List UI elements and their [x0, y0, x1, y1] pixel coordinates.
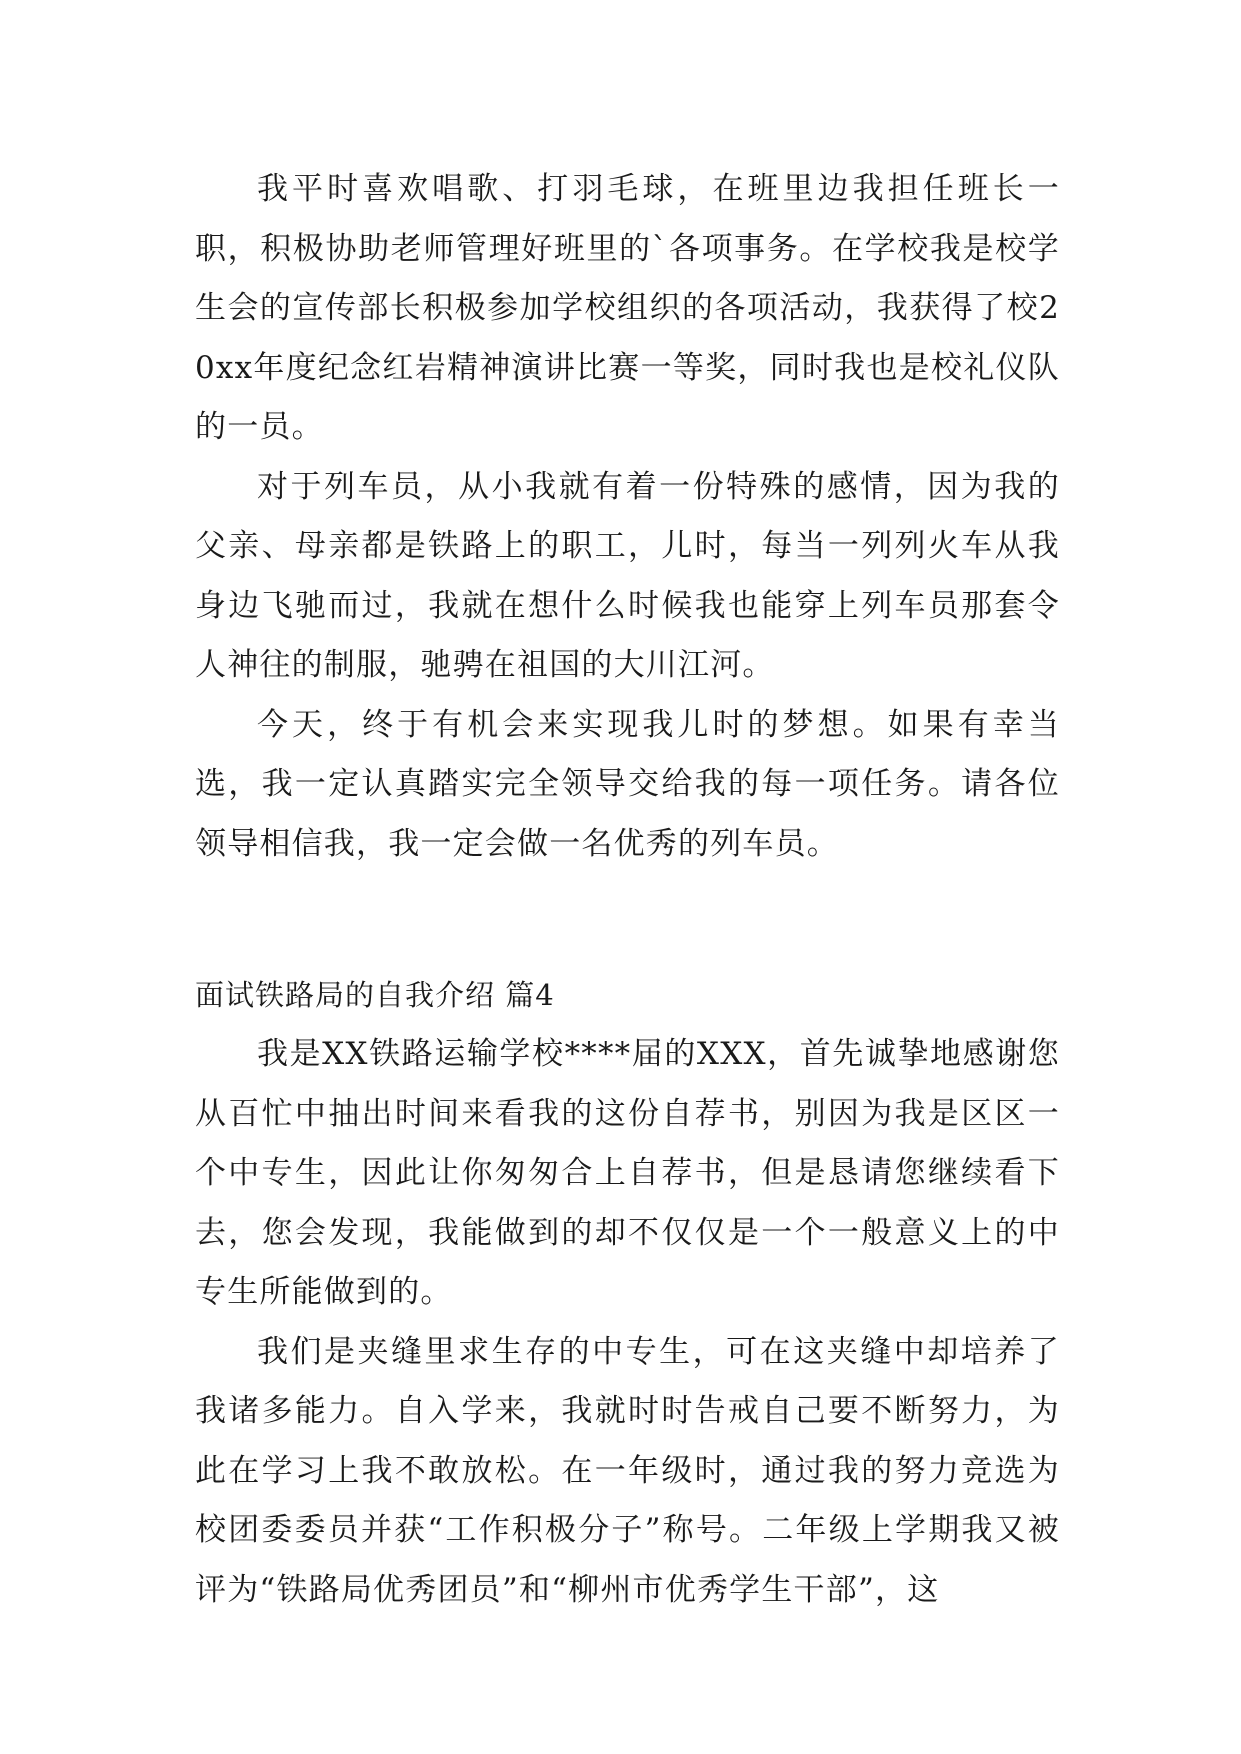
- paragraph-dream: 今天，终于有机会来实现我儿时的梦想。如果有幸当选，我一定认真踏实完全领导交给我的每一项任务。请各位领导相信我，我一定会做一名优秀的列车员。: [195, 706, 1060, 862]
- paragraph-hobbies: 我平时喜欢唱歌、打羽毛球，在班里边我担任班长一职，积极协助老师管理好班里的`各项事务。在学校我是校学生会的宣传部长积极参加学校组织的各项活动，我获得了校20xx年度纪念红岩精神演讲比赛一等奖，同时我也是校礼仪队的一员。: [195, 171, 1060, 445]
- paragraph-introduction: 我是XX铁路运输学校****届的XXX，首先诚挚地感谢您从百忙中抽出时间来看我的这份自荐书，别因为我是区区一个中专生，因此让你匆匆合上自荐书，但是恳请您继续看下去，您会发现，我能做到的却不仅仅是一个一般意义上的中专生所能做到的。: [195, 1036, 1060, 1310]
- paragraph-train-attendant: 对于列车员，从小我就有着一份特殊的感情，因为我的父亲、母亲都是铁路上的职工，儿时，每当一列列火车从我身边飞驰而过，我就在想什么时候我也能穿上列车员那套令人神往的制服，驰骋在祖国的大川江河。: [195, 468, 1060, 683]
- section-title: 面试铁路局的自我介绍 篇4: [195, 978, 555, 1012]
- paragraph-abilities: 我们是夹缝里求生存的中专生，可在这夹缝中却培养了我诸多能力。自入学来，我就时时告戒自己要不断努力，为此在学习上我不敢放松。在一年级时，通过我的努力竞选为校团委委员并获“工作积极分子”称号。二年级上学期我又被评为“铁路局优秀团员”和“柳州市优秀学生干部”，这: [195, 1333, 1060, 1608]
- document-page: [195, 160, 1060, 1620]
